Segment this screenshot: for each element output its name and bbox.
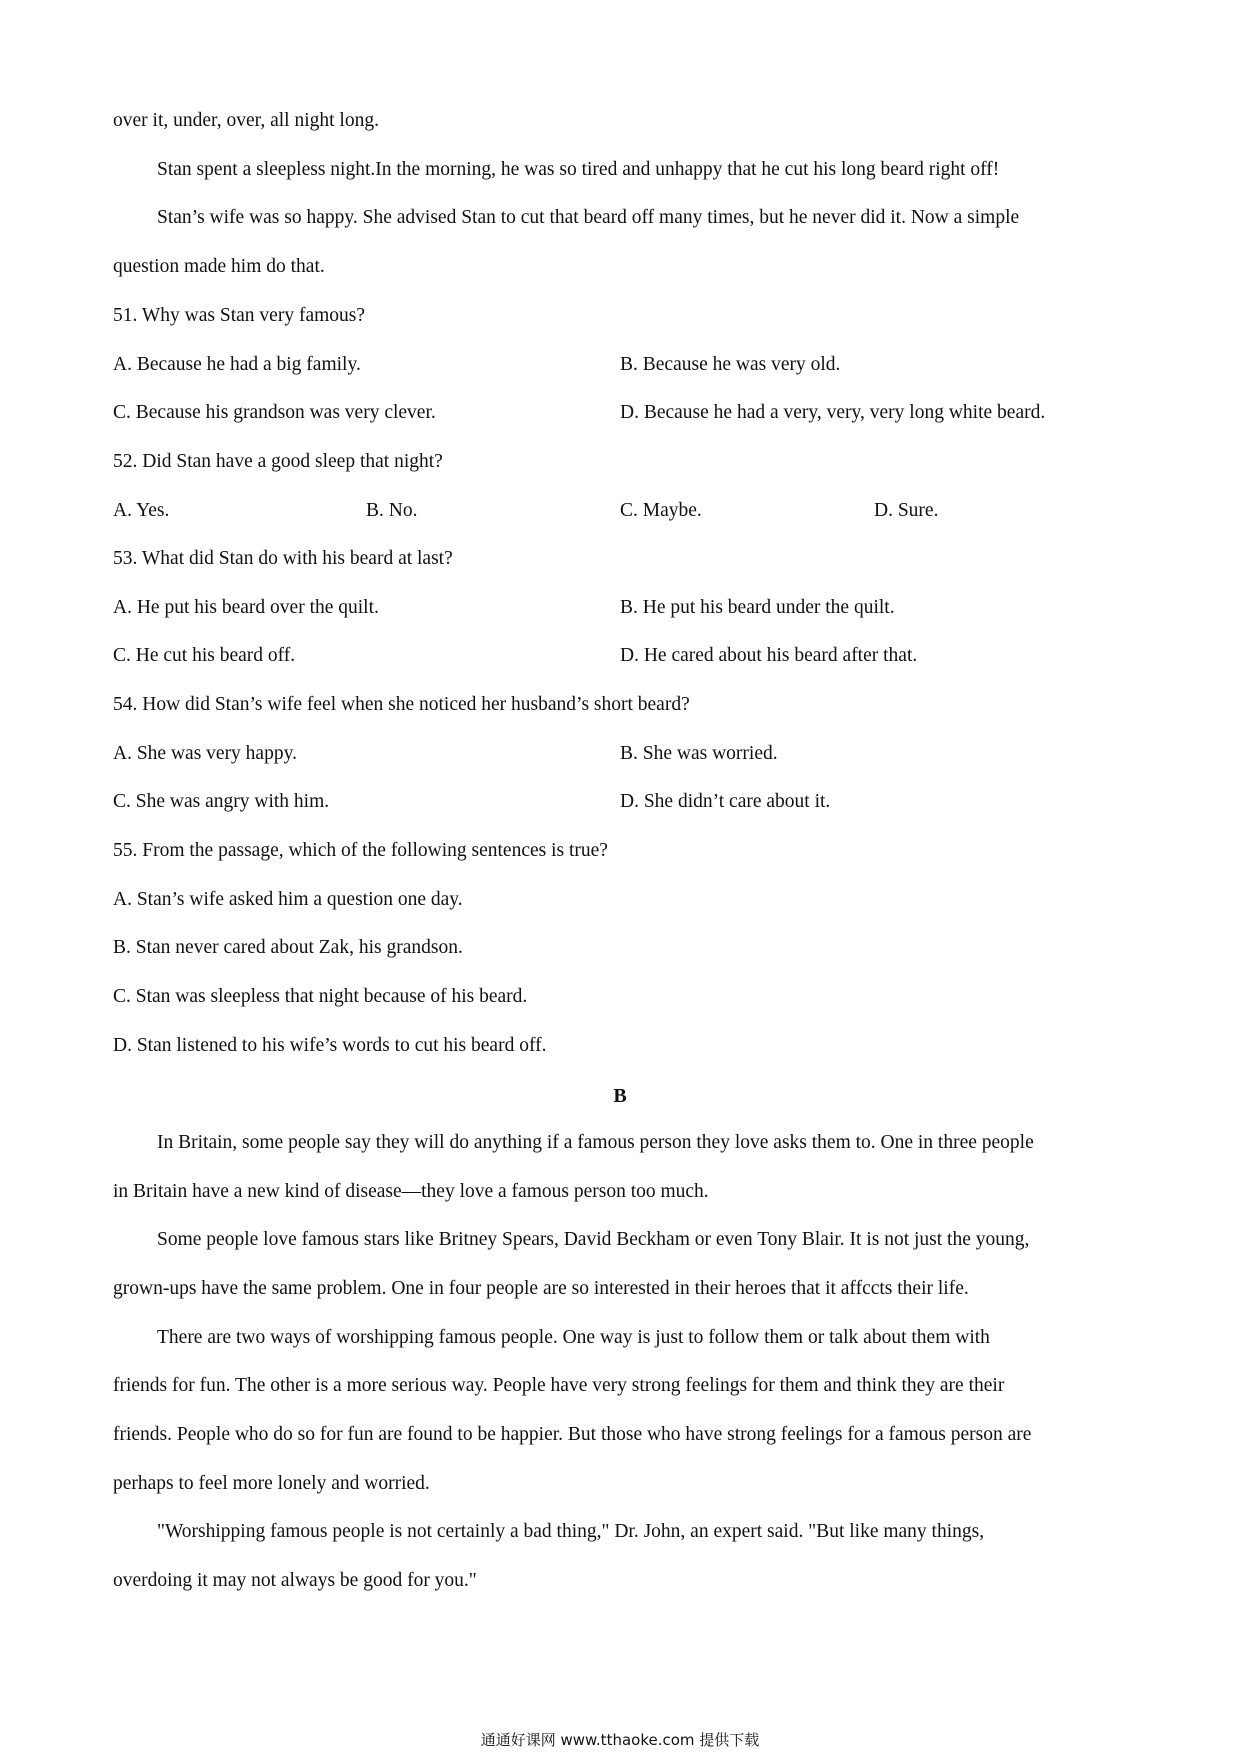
passage-b-line: overdoing it may not always be good for you." <box>113 1570 477 1591</box>
q54-option-d: D. She didn’t care about it. <box>620 791 831 812</box>
passage-b-line: "Worshipping famous people is not certainly a bad thing," Dr. John, an expert said. "But like many things, <box>157 1521 985 1542</box>
q51-option-b: B. Because he was very old. <box>620 354 841 375</box>
passage-b-line: perhaps to feel more lonely and worried. <box>113 1473 430 1494</box>
q52-option-c: C. Maybe. <box>620 500 702 521</box>
q52-option-b: B. No. <box>366 500 418 521</box>
q55-option-a: A. Stan’s wife asked him a question one day. <box>113 889 463 910</box>
passage-b-line: There are two ways of worshipping famous people. One way is just to follow them or talk about them with <box>157 1327 990 1348</box>
q53-option-b: B. He put his beard under the quilt. <box>620 597 895 618</box>
q54-option-c: C. She was angry with him. <box>113 791 330 812</box>
passage-line: Stan spent a sleepless night.In the morning, he was so tired and unhappy that he cut his long beard right off! <box>157 159 1000 180</box>
question-52-stem: 52. Did Stan have a good sleep that night? <box>113 451 443 472</box>
question-53-stem: 53. What did Stan do with his beard at last? <box>113 548 453 569</box>
q54-option-a: A. She was very happy. <box>113 743 297 764</box>
passage-b-line: friends. People who do so for fun are found to be happier. But those who have strong feelings for a famous person are <box>113 1424 1032 1445</box>
q55-option-c: C. Stan was sleepless that night because of his beard. <box>113 986 528 1007</box>
passage-b-line: in Britain have a new kind of disease—they love a famous person too much. <box>113 1181 709 1202</box>
question-54-stem: 54. How did Stan’s wife feel when she noticed her husband’s short beard? <box>113 694 690 715</box>
passage-line: question made him do that. <box>113 256 325 277</box>
page-footer: 通通好课网 www.tthaoke.com 提供下载 <box>480 1731 760 1749</box>
q52-option-a: A. Yes. <box>113 500 170 521</box>
q53-option-c: C. He cut his beard off. <box>113 645 296 666</box>
q53-option-a: A. He put his beard over the quilt. <box>113 597 379 618</box>
q51-option-c: C. Because his grandson was very clever. <box>113 402 436 423</box>
passage-line: Stan’s wife was so happy. She advised Stan to cut that beard off many times, but he never did it. Now a simple <box>157 207 1020 228</box>
passage-b-line: In Britain, some people say they will do anything if a famous person they love asks them to. One in three people <box>157 1132 1034 1153</box>
passage-b-line: grown-ups have the same problem. One in four people are so interested in their heroes that it affccts their life. <box>113 1278 969 1299</box>
q54-option-b: B. She was worried. <box>620 743 778 764</box>
q52-option-d: D. Sure. <box>874 500 939 521</box>
question-51-stem: 51. Why was Stan very famous? <box>113 305 366 326</box>
q51-option-d: D. Because he had a very, very, very long white beard. <box>620 402 1046 423</box>
q55-option-d: D. Stan listened to his wife’s words to cut his beard off. <box>113 1035 547 1056</box>
q55-option-b: B. Stan never cared about Zak, his grandson. <box>113 937 463 958</box>
q51-option-a: A. Because he had a big family. <box>113 354 361 375</box>
q53-option-d: D. He cared about his beard after that. <box>620 645 918 666</box>
passage-b-line: friends for fun. The other is a more serious way. People have very strong feelings for them and think they are their <box>113 1375 1005 1396</box>
passage-line: over it, under, over, all night long. <box>113 110 379 131</box>
section-heading: B <box>613 1085 627 1107</box>
passage-b-line: Some people love famous stars like Britney Spears, David Beckham or even Tony Blair. It is not just the young, <box>157 1229 1030 1250</box>
question-55-stem: 55. From the passage, which of the following sentences is true? <box>113 840 608 861</box>
